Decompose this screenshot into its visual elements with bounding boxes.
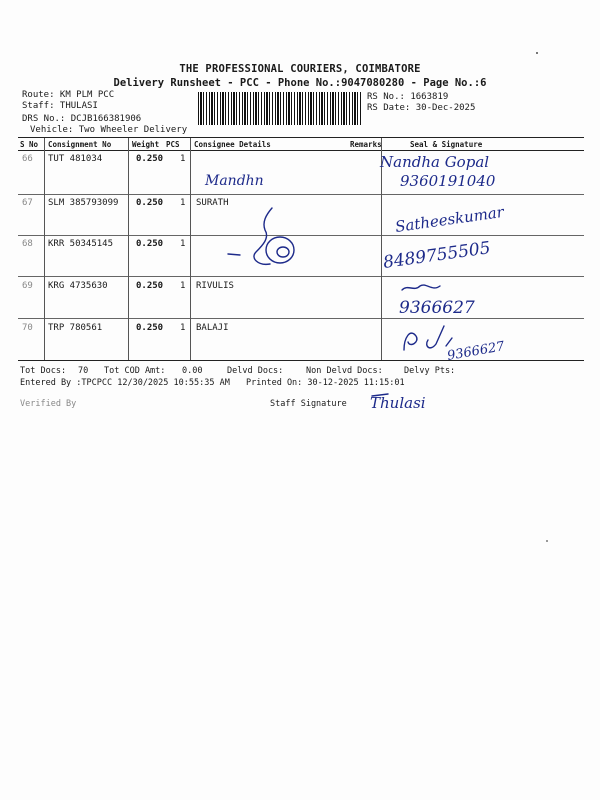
col-header-pcs: PCS [166, 140, 180, 149]
row-consignment: TUT 481034 [48, 154, 103, 164]
row-weight: 0.250 [136, 281, 164, 291]
rs-number: RS No.: 1663819 [367, 92, 449, 102]
row-sno: 66 [22, 154, 33, 164]
col-header-weight: Weight [132, 140, 160, 149]
row3-scribble-signature [228, 208, 294, 264]
row-consignment: KRR 50345145 [48, 239, 114, 249]
col-header-consignment: Consignment No [48, 140, 112, 149]
row-consignee: BALAJI [196, 323, 229, 333]
row-consignment: SLM 385793099 [48, 198, 119, 208]
route-info: Route: KM PLM PCC [22, 90, 115, 100]
row-pcs: 1 [180, 239, 186, 249]
row-consignment: TRP 780561 [48, 323, 103, 333]
staff-handwritten-signature: Thulasi [370, 394, 426, 412]
col-header-remarks: Remarks [350, 140, 382, 149]
row5-signature-mark [404, 326, 452, 350]
rs-date: RS Date: 30-Dec-2025 [367, 103, 476, 113]
row-pcs: 1 [180, 198, 186, 208]
company-title: THE PROFESSIONAL COURIERS, COIMBATORE [179, 63, 421, 75]
row-consignee: SURATH [196, 198, 229, 208]
row-sno: 67 [22, 198, 33, 208]
row-pcs: 1 [180, 323, 186, 333]
row2-signature-name: Satheeskumar [394, 202, 505, 236]
row-sno: 69 [22, 281, 33, 291]
row-consignment: KRG 4735630 [48, 281, 108, 291]
row-weight: 0.250 [136, 154, 164, 164]
staff-info: Staff: THULASI [22, 101, 98, 111]
row-pcs: 1 [180, 281, 186, 291]
vehicle-info: Vehicle: Two Wheeler Delivery [30, 125, 188, 135]
entered-by: Entered By :TPCPCC 12/30/2025 10:55:35 AM [20, 378, 230, 388]
tot-cod-value: 0.00 [182, 366, 203, 376]
row2-signature-phone: 8489755505 [381, 238, 492, 273]
verified-by-label: Verified By [20, 399, 77, 409]
row1-consignee-handwriting: Mandhn [205, 173, 264, 189]
row-sno: 68 [22, 239, 33, 249]
row-consignee: RIVULIS [196, 281, 234, 291]
row1-signature-phone: 9360191040 [400, 172, 496, 190]
row-weight: 0.250 [136, 239, 164, 249]
row4-signature-mark [402, 285, 440, 290]
col-header-sno: S No [20, 140, 39, 149]
col-header-signature: Seal & Signature [410, 140, 483, 149]
staff-signature-label: Staff Signature [270, 399, 347, 409]
row-weight: 0.250 [136, 323, 164, 333]
runsheet-subtitle: Delivery Runsheet - PCC - Phone No.:9047080280 - Page No.:6 [113, 77, 487, 89]
row1-signature-name: Nandha Gopal [380, 153, 490, 171]
row4-signature-phone: 9366627 [399, 298, 475, 318]
tot-docs-label: Tot Docs: [20, 366, 67, 376]
scan-speck [536, 52, 538, 54]
row-pcs: 1 [180, 154, 186, 164]
scan-speck [546, 540, 548, 542]
tot-docs-value: 70 [78, 366, 89, 376]
delvd-docs-label: Delvd Docs: [227, 366, 284, 376]
row-weight: 0.250 [136, 198, 164, 208]
drs-info: DRS No.: DCJB166381906 [22, 114, 142, 124]
row-sno: 70 [22, 323, 33, 333]
col-header-consignee: Consignee Details [194, 140, 271, 149]
tot-cod-label: Tot COD Amt: [104, 366, 166, 376]
printed-on: Printed On: 30-12-2025 11:15:01 [246, 378, 405, 388]
non-delvd-docs-label: Non Delvd Docs: [306, 366, 383, 376]
delvy-pts-label: Delvy Pts: [404, 366, 456, 376]
row5-signature-phone: 9366627 [446, 339, 506, 364]
